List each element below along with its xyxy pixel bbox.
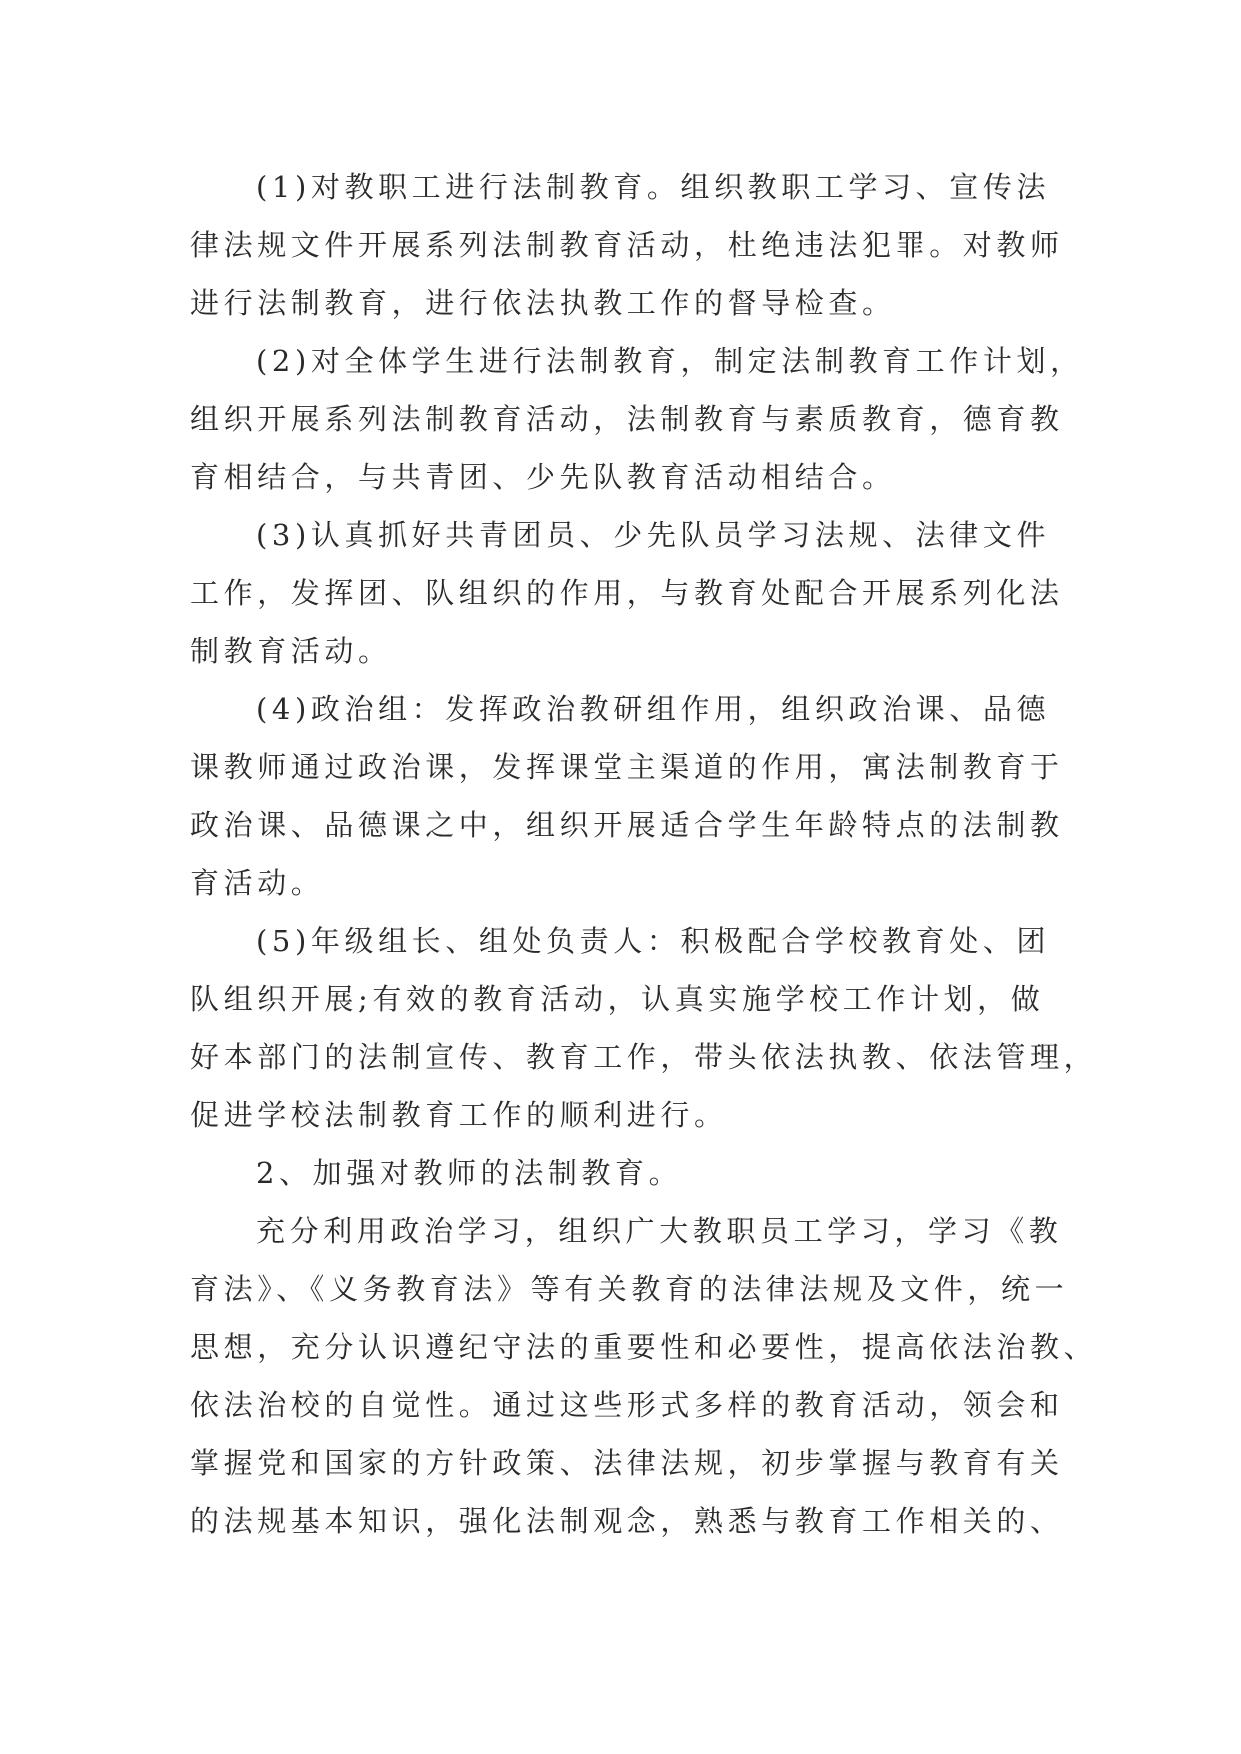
body-text — [190, 158, 1098, 1550]
paragraph-section-2-body — [190, 1202, 1098, 1550]
text-line: 进行法制教育，进行依法执教工作的督导检查。 — [190, 286, 896, 320]
text-line: 掌握党和国家的方针政策、法律法规，初步掌握与教育有关 — [190, 1446, 1064, 1480]
text-line: (2)对全体学生进行法制教育，制定法制教育工作计划， — [256, 344, 1084, 378]
paragraph-item-1 — [190, 158, 1070, 332]
text-line: 育法》、《义务教育法》等有关教育的法律法规及文件，统一 — [190, 1272, 1069, 1306]
text-line: 的法规基本知识，强化法制观念，熟悉与教育工作相关的、 — [190, 1504, 1064, 1538]
paragraph-item-4 — [190, 680, 1070, 912]
text-line: (4)政治组：发挥政治教研组作用，组织政治课、品德 — [256, 692, 1051, 726]
text-line: 充分利用政治学习，组织广大教职员工学习，学习《教 — [256, 1214, 1063, 1248]
text-line: 依法治校的自觉性。通过这些形式多样的教育活动，领会和 — [190, 1388, 1064, 1422]
text-line: 队组织开展;有效的教育活动，认真实施学校工作计划，做 — [190, 982, 1045, 1016]
text-line: 促进学校法制教育工作的顺利进行。 — [190, 1098, 728, 1132]
text-line: 思想，充分认识遵纪守法的重要性和必要性，提高依法治教、 — [190, 1330, 1098, 1364]
paragraph-item-2 — [190, 332, 1084, 506]
text-line: (3)认真抓好共青团员、少先队员学习法规、法律文件 — [256, 518, 1051, 552]
text-line: 育相结合，与共青团、少先队教育活动相结合。 — [190, 460, 896, 494]
text-line: 组织开展系列法制教育活动，法制教育与素质教育，德育教 — [190, 402, 1064, 436]
text-line: 课教师通过政治课，发挥课堂主渠道的作用，寓法制教育于 — [190, 750, 1064, 784]
text-line: 政治课、品德课之中，组织开展适合学生年龄特点的法制教 — [190, 808, 1064, 842]
text-line: 好本部门的法制宣传、教育工作，带头依法执教、依法管理， — [190, 1040, 1098, 1074]
paragraph-item-5 — [190, 912, 1098, 1144]
text-line: 工作，发挥团、队组织的作用，与教育处配合开展系列化法 — [190, 576, 1064, 610]
text-line: 律法规文件开展系列法制教育活动，杜绝违法犯罪。对教师 — [190, 228, 1064, 262]
text-line: 2、加强对教师的法制教育。 — [256, 1156, 683, 1190]
paragraph-item-3 — [190, 506, 1070, 680]
text-line: (5)年级组长、组处负责人：积极配合学校教育处、团 — [256, 924, 1051, 958]
section-heading — [190, 1144, 1070, 1202]
text-line: 育活动。 — [190, 866, 325, 900]
text-line: (1)对教职工进行法制教育。组织教职工学习、宣传法 — [256, 170, 1051, 204]
text-line: 制教育活动。 — [190, 634, 392, 668]
